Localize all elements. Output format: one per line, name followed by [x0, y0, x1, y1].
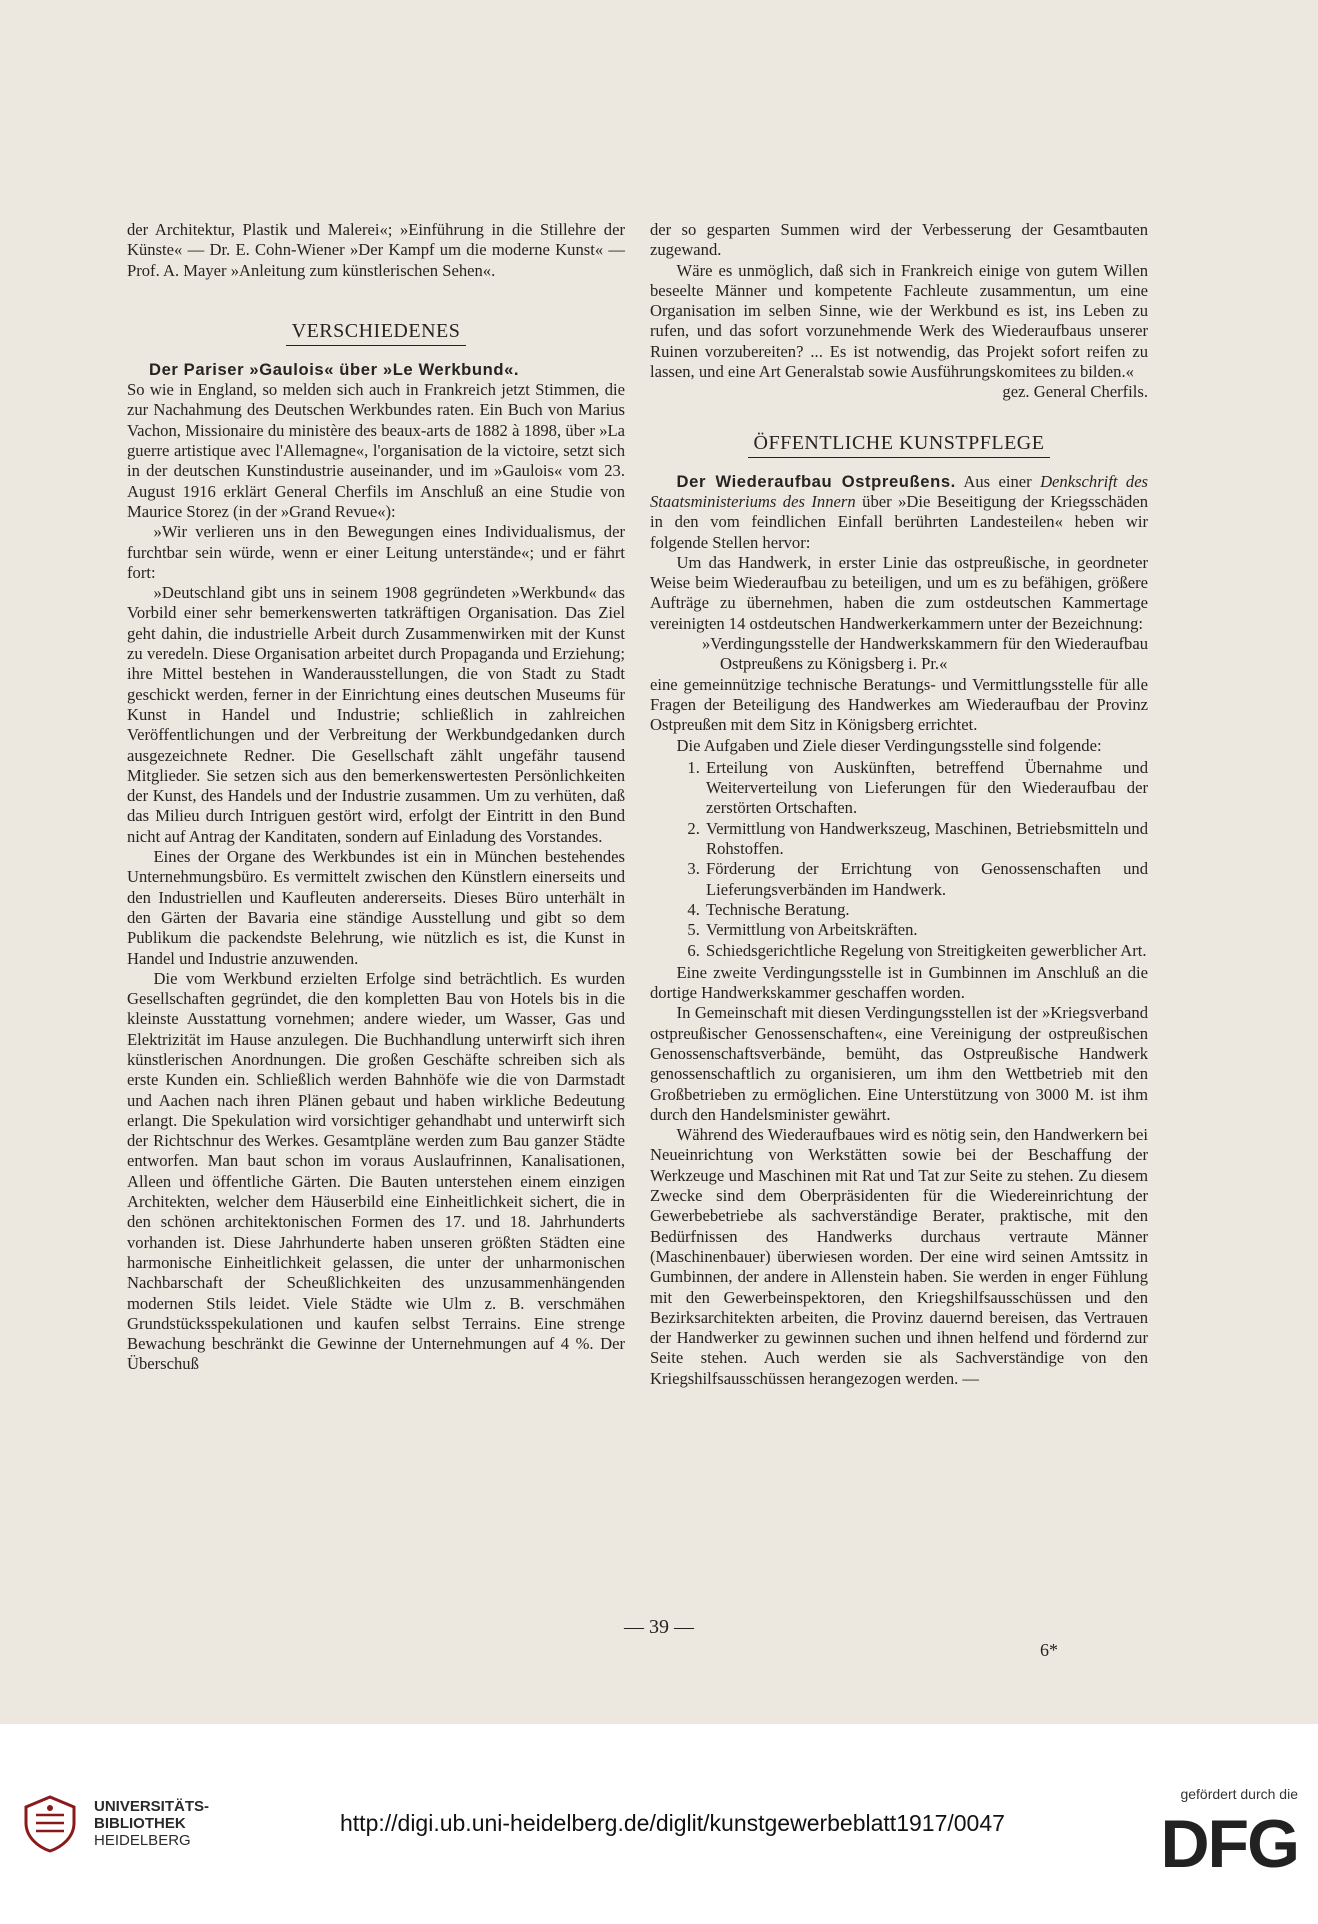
digitization-footer — [0, 1724, 1318, 1924]
paragraph: So wie in England, so melden sich auch in Frankreich jetzt Stimmen, die zur Nachahmung des Deutschen Werkbundes raten. Ein Buch von Marius Vachon, Missionaire du ministère des beaux-arts de 1882 à 1898, über »La guerre artistique avec l'Allemagne«, l'organisation de la victoire, setzt sich in der deutschen Kunstindustrie auseinander, und im »Gaulois« vom 23. August 1916 erklärt General Cherfils im Anschluß an eine Studie von Maurice Storez (in der »Grand Revue«): — [127, 380, 625, 521]
intro-suffix: über »Die Beseitigung der Kriegsschäden in den vom feindlichen Einfall berührten Landesteilen« heben wir folgende Stellen hervor: — [650, 491, 1149, 552]
library-name-line: UNIVERSITÄTS- — [94, 1798, 210, 1815]
paragraph: eine gemeinnützige technische Beratungs- und Vermittlungsstelle für alle Fragen der Beteiligung des Handwerkes am Wiederaufbau der Provinz Ostpreußen mit dem Sitz in Königsberg errichtet. — [650, 674, 1148, 735]
paragraph: »Deutschland gibt uns in seinem 1908 gegründeten »Werkbund« das Vorbild einer sehr bemerkenswerten tatkräftigen Organisation. Das Ziel geht dahin, die industrielle Arbeit durch Zusammenwirken mit der Kunst zu veredeln. Diese Organisation arbeitet durch Propaganda und Erziehung; ihre Mittel bestehen in Wanderausstellungen, die von Stadt zu Stadt geschickt werden, ferner in der Einrichtung eines deutschen Museums für Kunst in Handel und Industrie; schließlich in zahlreichen Veröffentlichungen und der Verbreitung der Werkbundgedanken durch ausgezeichnete Redner. Die Gesellschaft zählt ungefähr tausend Mitglieder. Sie setzen sich aus den bemerkenswertesten Persönlichkeiten der Kunst, des Handels und der Industrie zusammen. Um zu verhüten, daß das Milieu durch Intriguen gestört wird, erfolgt der Eintritt in den Bund nicht auf Antrag der Kanditaten, sondern auf Einladung des Vorstandes. — [127, 583, 625, 846]
task-list — [650, 758, 1148, 961]
paragraph: Während des Wiederaufbaues wird es nötig sein, den Handwerkern bei Neueinrichtung von Werkstätten sowie bei der Beschaffung der Werkzeuge und Maschinen mit Rat und Tat zur Seite zu stehen. Zu diesem Zwecke sind dem Oberpräsidenten für die Wiedereinrichtung der Gewerbebetriebe als sachverständige Berater, praktische, mit den Bedürfnissen des Handwerks durchaus vertraute Männer (Maschinenbauer) überwiesen worden. Der eine wird seinen Amtssitz in Gumbinnen, der andere in Allenstein haben. Sie werden in enger Fühlung mit den Gewerbeinspektoren, den Kriegshilfsausschüssen und den Bezirksarchitekten arbeiten, die Provinz dauernd bereisen, das Vertrauen der Handwerker zu gewinnen suchen und ihnen helfend und fördernd zur Seite stehen. Auch werden sie als Sachverständige von den Kriegshilfsausschüssen herangezogen werden. — — [650, 1125, 1148, 1388]
paragraph: Die Aufgaben und Ziele dieser Verdingungsstelle sind folgende: — [676, 735, 1102, 755]
right-column — [650, 220, 1148, 1389]
list-item: 4. Technische Beratung. — [704, 900, 1148, 920]
page-number: — 39 — — [624, 1616, 694, 1638]
paragraph: Wäre es unmöglich, daß sich in Frankreich einige von gutem Willen beseelte Männer und kompetente Fachleute zusammentun, um eine Organisation im selben Sinne, wie der Werkbund es ist, ins Leben zu rufen, und das sofort vorzunehmende Werk des Wiederaufbaus unserer Ruinen vorzubereiten? ... Es ist notwendig, das Projekt sofort reifen zu lassen, und eine Art Generalstab sowie Ausführungskomitees zu bilden.« — [650, 260, 1148, 382]
list-item: 1. Erteilung von Auskünften, betreffend Übernahme und Weiterverteilung von Lieferungen für den Wiederaufbau der zerstörten Ortschaften. — [704, 758, 1148, 819]
paragraph: Die vom Werkbund erzielten Erfolge sind beträchtlich. Es wurden Gesellschaften gegründet, die den kompletten Bau von Hotels bis in die kleinste Ausstattung vornehmen; andere wieder, um Wasser, Gas und Elektrizität im Hause anzulegen. Die Buchhandlung unterwirft sich ihren künstlerischen Anordnungen. Die großen Geschäfte schreiben sich als erste Kunden ein. Schließlich werden Bahnhöfe wie die von Darmstadt und Aachen nach ihren Plänen gebaut und haben wirkliche Bedeutung erlangt. Die Spekulation wird vorsichtiger gehandhabt und unterwirft sich der Richtschnur des Werkes. Gesamtpläne werden zum Bau ganzer Städte entworfen. Man baut schon im voraus Auslaufrinnen, Kanalisationen, Alleen und öffentliche Gärten. Die Bauten unterstehen einem einzigen Architekten, welcher dem Häuserbild eine Einheitlichkeit sichert, die in den schönen architektonischen Formen des 17. und 18. Jahrhunderts vorhanden ist. Diese Jahrhunderte haben unseren größten Städten eine harmonische Einheitlichkeit gelassen, die unter der unharmonischen Nachbarschaft der Scheußlichkeiten des unzusammenhängenden modernen Stils leidet. Viele Städte wie Ulm z. B. verschmähen Grundstücksspekulationen und kaufen selbst Terrains. Eine strenge Bewachung beschränkt die Gewinne der Unternehmungen auf 4 %. Der Überschuß — [127, 968, 625, 1374]
library-name-line: BIBLIOTHEK — [94, 1815, 186, 1832]
list-item: 5. Vermittlung von Arbeitskräften. — [704, 920, 1148, 940]
article-title-gaulois: Der Pariser »Gaulois« über »Le Werkbund«. — [149, 359, 520, 379]
paragraph: Eine zweite Verdingungsstelle ist in Gumbinnen im Anschluß an die dortige Handwerkskammer geschaffen worden. — [650, 962, 1148, 1003]
list-item: 3. Förderung der Errichtung von Genossenschaften und Lieferungsverbänden im Handwerk. — [704, 859, 1148, 900]
list-item: 2. Vermittlung von Handwerkszeug, Maschinen, Betriebsmitteln und Rohstoffen. — [704, 819, 1148, 860]
permalink-url[interactable]: http://digi.ub.uni-heidelberg.de/diglit/kunstgewerbeblatt1917/0047 — [340, 1810, 1005, 1836]
paragraph: In Gemeinschaft mit diesen Verdingungsstellen ist der »Kriegsverband ostpreußischer Genossenschaften«, eine Vereinigung der ostpreußischen Genossenschaftsverbände, bemüht, das Ostpreußische Handwerk genossenschaftlich zu organisieren, um ihm den Wettbetrieb mit den Großbetrieben zu ermöglichen. Eine Unterstützung von 3000 M. ist ihm durch den Handelsminister gewährt. — [650, 1003, 1148, 1124]
quoted-institution-name: »Verdingungsstelle der Handwerkskammern für den Wiederaufbau Ostpreußens zu Königsberg i. Pr.« — [702, 634, 1148, 674]
paragraph: der so gesparten Summen wird der Verbesserung der Gesamtbauten zugewand. — [650, 220, 1148, 260]
article-intro-paragraph — [650, 472, 1148, 553]
intro-prefix: Aus einer — [963, 471, 1032, 491]
paragraph: Eines der Organe des Werkbundes ist ein in München bestehendes Unternehmungsbüro. Es vermittelt zwischen den Künstlern einerseits und den Industriellen und Kaufleuten andererseits. Dieses Büro unterhält in den Gärten der Bavaria eine ständige Ausstellung und gibt so dem Publikum die packendste Belehrung, wie nützlich es ist, die Kunst in Handel und Industrie anzuwenden. — [127, 847, 625, 968]
library-name — [94, 1798, 209, 1849]
section-heading-verschiedenes — [127, 319, 625, 346]
left-column — [127, 220, 625, 1375]
dfg-logo: DFG — [1160, 1806, 1298, 1882]
paragraph: Um das Handwerk, in erster Linie das ostpreußische, in geordneter Weise beim Wiederaufbau zu beteiligen, und um es zu befähigen, größere Aufträge zu übernehmen, haben die zum ostdeutschen Kammertage vereinigten 14 ostdeutschen Handwerkerkammern unter der Bezeichnung: — [650, 552, 1148, 633]
section-heading-text: VERSCHIEDENES — [286, 319, 467, 346]
list-item: 6. Schiedsgerichtliche Regelung von Streitigkeiten gewerblicher Art. — [704, 941, 1148, 961]
section-heading-kunstpflege — [650, 431, 1148, 458]
paragraph: »Wir verlieren uns in den Bewegungen eines Individualismus, der furchtbar sein würde, wenn er einer Leitung unterstände«; und er fährt fort: — [127, 522, 625, 582]
signature-text: gez. General Cherfils. — [1002, 382, 1148, 402]
library-name-line: HEIDELBERG — [94, 1832, 191, 1849]
intro-italic-source: Denkschrift des Staatsministeriums des Innern — [650, 471, 1149, 511]
funding-label: gefördert durch die — [1180, 1786, 1298, 1802]
printer-signature-mark: 6* — [1040, 1640, 1058, 1660]
signature-line — [650, 382, 1148, 402]
university-seal-icon — [20, 1793, 80, 1853]
section-heading-text: ÖFFENTLICHE KUNSTPFLEGE — [748, 431, 1051, 458]
opening-paragraph: der Architektur, Plastik und Malerei«; »Einführung in die Stillehre der Künste« — Dr. E. Cohn-Wiener »Der Kampf um die moderne Kunst« — Prof. A. Mayer »Anleitung zum künstlerischen Sehen«. — [127, 220, 625, 280]
article-title-ostpreussen: Der Wiederaufbau Ostpreußens. — [676, 471, 956, 491]
